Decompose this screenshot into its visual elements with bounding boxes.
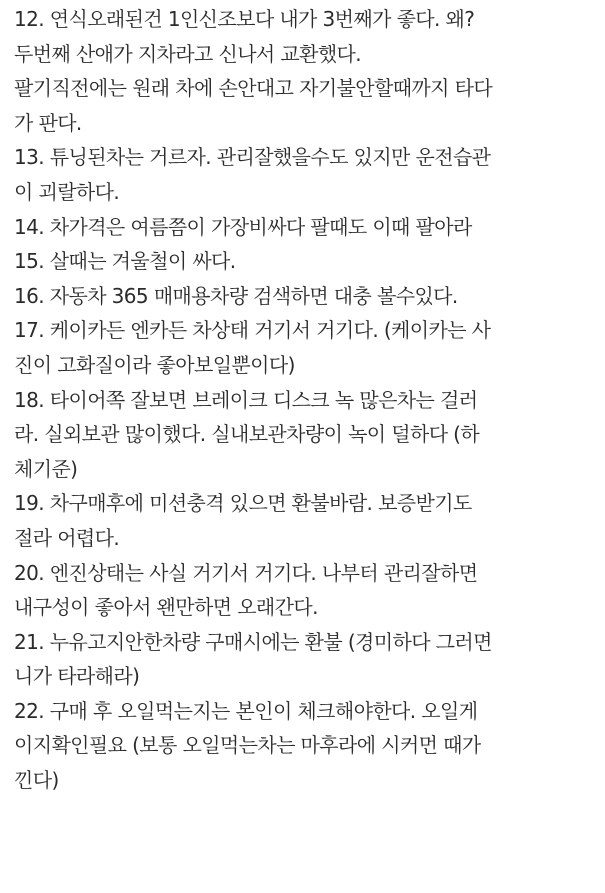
text-line: 내구성이 좋아서 왠만하면 오래간다.: [14, 595, 318, 620]
text-line: 절라 어렵다.: [14, 525, 120, 550]
text-line: 12. 연식오래된건 1인신조보다 내가 3번째가 좋다. 왜?: [14, 7, 475, 31]
text-line: 가 판다.: [14, 110, 82, 135]
text-line: 체기준): [14, 456, 78, 481]
text-line: 18. 타이어쪽 잘보면 브레이크 디스크 녹 많은차는 걸러: [14, 387, 478, 412]
text-line: 22. 구매 후 오일먹는지는 본인이 체크해야한다. 오일게: [14, 698, 478, 723]
text-line: 라. 실외보관 많이했다. 실내보관차량이 녹이 덜하다 (하: [14, 422, 480, 447]
text-line: 진이 고화질이라 좋아보일뿐이다): [14, 352, 295, 377]
text-line: 20. 엔진상태는 사실 거기서 거기다. 나부터 관리잘하면: [14, 560, 478, 585]
text-line: 14. 차가격은 여름쯤이 가장비싸다 팔때도 이때 팔아라: [14, 214, 472, 239]
text-line: 17. 케이카든 엔카든 차상태 거기서 거기다. (케이카는 사: [14, 318, 491, 343]
text-line: 13. 튜닝된차는 거르자. 관리잘했을수도 있지만 운전습관: [14, 145, 491, 170]
text-line: 이 괴랄하다.: [14, 179, 120, 204]
text-line: 15. 살때는 겨울철이 싸다.: [14, 249, 236, 274]
text-line: 두번째 산애가 지차라고 신나서 교환했다.: [14, 41, 362, 66]
text-line: 21. 누유고지안한차량 구매시에는 환불 (경미하다 그러면: [14, 629, 492, 654]
text-line: 팔기직전에는 원래 차에 손안대고 자기불안할때까지 타다: [14, 76, 493, 101]
text-line: 이지확인필요 (보통 오일먹는차는 마후라에 시커먼 때가: [14, 733, 481, 758]
text-line: 낀다): [14, 768, 59, 793]
text-line: 16. 자동차 365 매매용차량 검색하면 대충 볼수있다.: [14, 283, 458, 308]
text-line: 니가 타라해라): [14, 664, 140, 689]
text-line: 19. 차구매후에 미션충격 있으면 환불바람. 보증받기도: [14, 491, 472, 516]
